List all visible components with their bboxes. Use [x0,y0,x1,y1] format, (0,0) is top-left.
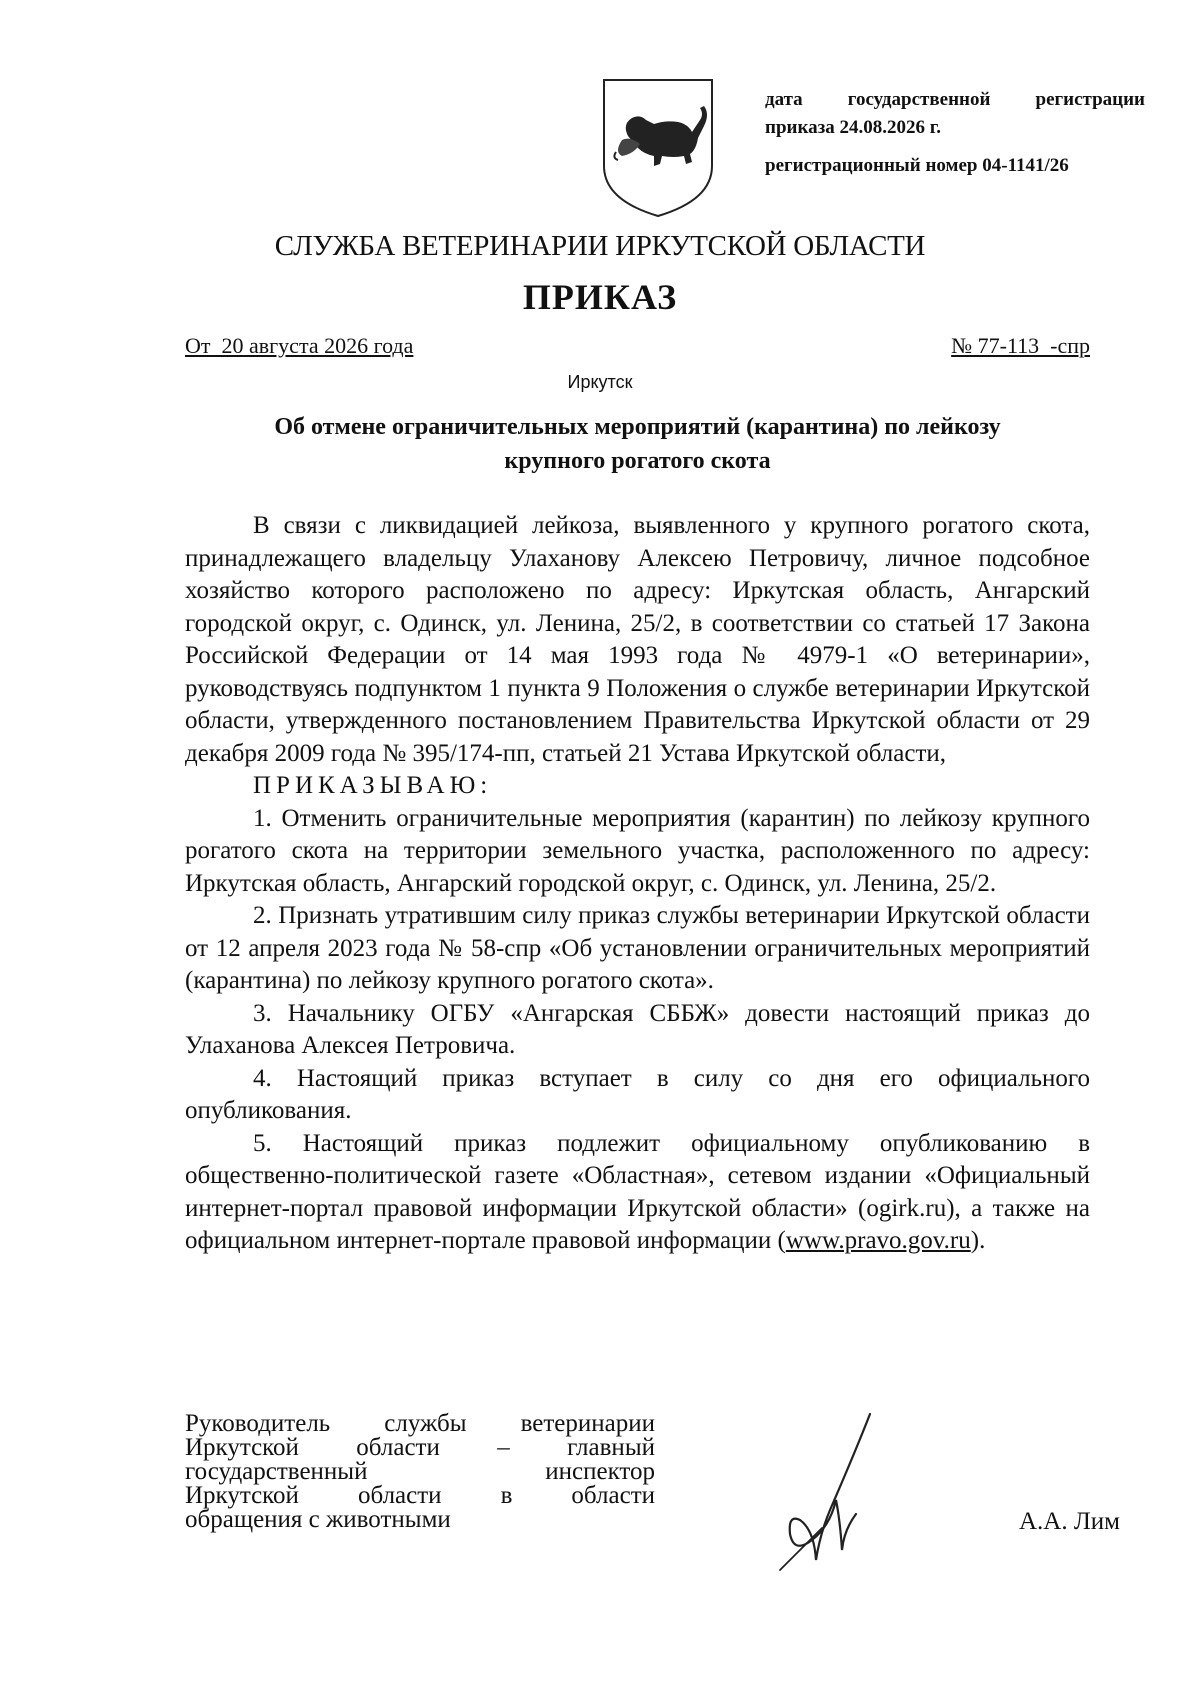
position-line: государственный инспектор [185,1458,655,1485]
item-text: 5. Настоящий приказ подлежит официальному опубликованию в общественно-политической газете «Областная», сетевом издании «Официальный интернет-портал правовой информации Иркутской области» (ogirk.ru), а также на официальном интернет-портале правовой информации ( [185,1129,1090,1254]
title-line: Об отмене ограничительных мероприятий (карантина) по лейкозу [274,414,1001,440]
order-item [185,1128,1090,1258]
order-item: 1. Отменить ограничительные мероприятия (карантин) по лейкозу крупного рогатого скота на территории земельного участка, расположенного по адресу: Иркутская область, Ангарский городской округ, с. Одинск, ул. Ленина, 25/2. [185,804,1090,897]
registration-date: приказа 24.08.2026 г. [765,117,941,138]
position-line: обращения с животными [185,1506,451,1533]
preamble: В связи с ликвидацией лейкоза, выявленного у крупного рогатого скота, принадлежащего владельцу Улаханову Алексею Петровичу, личное подсобное хозяйство которого расположено по адресу: Иркутская область, Ангарский городской округ, с. Одинск, ул. Ленина, 25/2, в соответствии со статьей 17 Закона Российской Федерации от 14 мая 1993 года № 4979-1 «О ветеринарии», руководствуясь подпунктом 1 пункта 9 Положения о службе ветеринарии Иркутской области, утвержденного постановлением Правительства Иркутской области от 29 декабря 2009 года № 395/174-пп, статьей 21 Устава Иркутской области, [185,512,1090,767]
order-date: От 20 августа 2026 года [185,333,414,358]
order-item: 2. Признать утратившим силу приказ службы ветеринарии Иркутской области от 12 апреля 2023 года № 58-спр «Об установлении ограничительных мероприятий (карантина) по лейкозу крупного рогатого скота». [185,902,1090,994]
order-number: № 77-113 -спр [951,333,1090,358]
item-text-end: ). [970,1227,986,1254]
agency-name: СЛУЖБА ВЕТЕРИНАРИИ ИРКУТСКОЙ ОБЛАСТИ [274,230,926,262]
decree-word: ПРИКАЗЫВАЮ: [253,772,493,799]
title-line: крупного рогатого скота [504,448,771,474]
order-item: 3. Начальнику ОГБУ «Ангарская СББЖ» довести настоящий приказ до Улаханова Алексея Петровича. [185,999,1090,1059]
signer-position [185,1412,655,1532]
registration-stamp [765,86,1145,180]
handwritten-signature-icon [760,1410,880,1580]
order-body [185,510,1090,1258]
pravo-link[interactable]: www.pravo.gov.ru [785,1227,971,1254]
order-item: 4. Настоящий приказ вступает в силу со дня его официального опубликования. [185,1064,1090,1124]
signer-name: А.А. Лим [1018,1508,1120,1535]
position-line: Руководитель службы ветеринарии [185,1410,655,1437]
coat-of-arms-icon [600,74,716,220]
order-title [185,410,1090,478]
position-line: Иркутской области в области [185,1482,655,1509]
document-type: ПРИКАЗ [522,277,678,317]
position-line: Иркутской области – главный [185,1434,655,1461]
city: Иркутск [567,372,633,392]
registration-line: дата государственной регистрации [765,89,1145,110]
registration-number: регистрационный номер 04-1141/26 [765,155,1069,176]
